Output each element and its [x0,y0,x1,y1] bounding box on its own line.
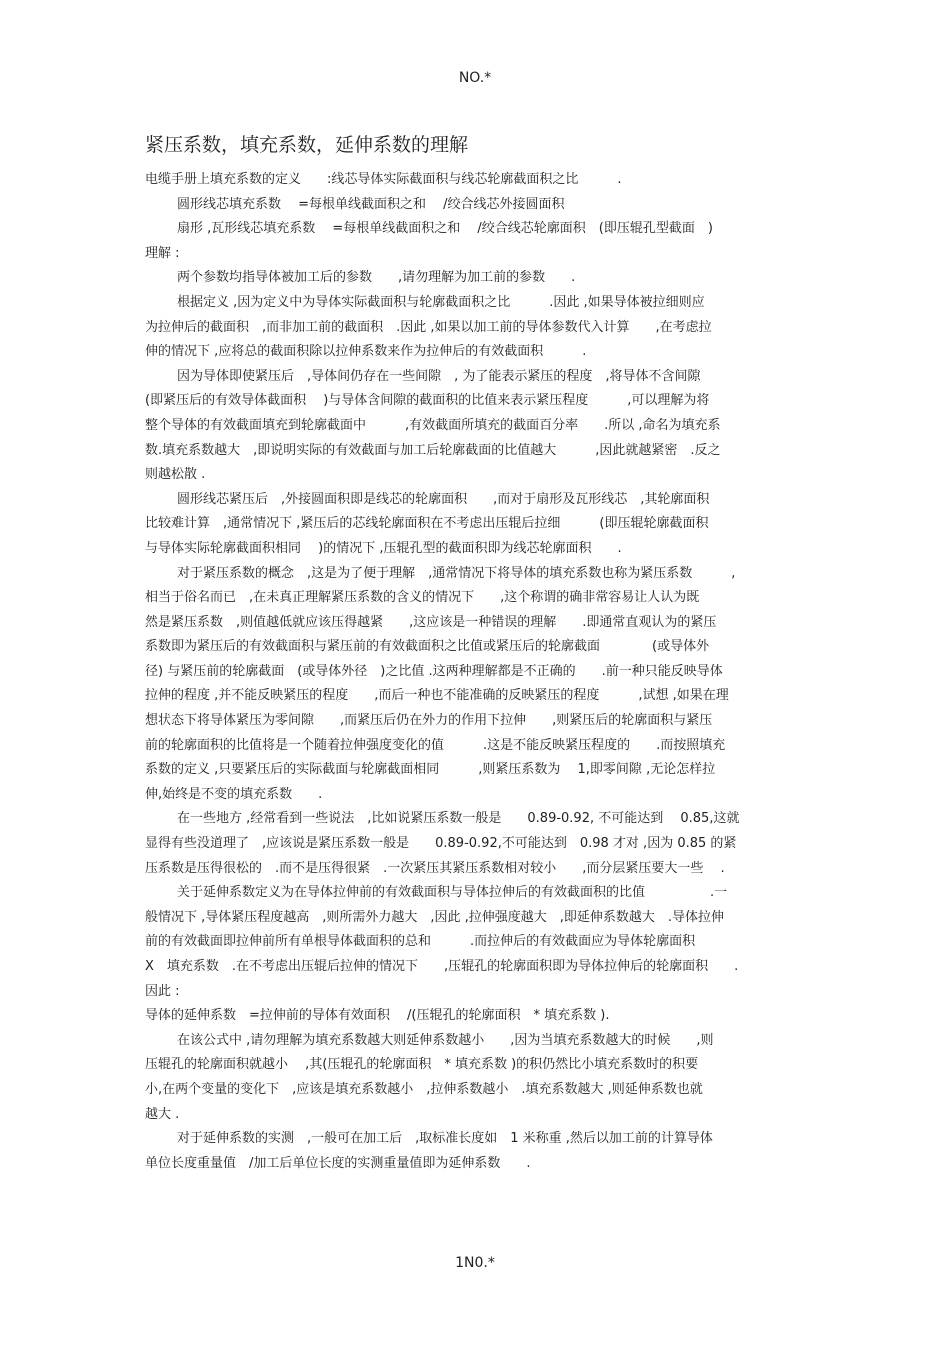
text-line: 电缆手册上填充系数的定义 :线芯导体实际截面积与线芯轮廓截面积之比 . [145,172,622,187]
text-line: 导体的延伸系数 =拉伸前的导体有效面积 /(压辊孔的轮廓面积 * 填充系数 ). [145,1008,610,1024]
text-line: 因为导体即使紧压后 ,导体间仍存在一些间隙 , 为了能表示紧压的程度 ,将导体不含间隙 [177,368,701,384]
text-line: 对于延伸系数的实测 ,一般可在加工后 ,取标准长度如 1 米称重 ,然后以加工前的计算导体 [177,1131,713,1147]
text-line: 数.填充系数越大 ,即说明实际的有效截面与加工后轮廓截面的比值越大 ,因此就越紧密 .反之 [145,442,721,458]
text-line: 前的有效截面即拉伸前所有单根导体截面积的总和 .而拉伸后的有效截面应为导体轮廓面积 [145,934,696,950]
text-line: 相当于俗名而已 ,在未真正理解紧压系数的含义的情况下 ,这个称谓的确非常容易让人认为既 [145,590,700,606]
text-line: 前的轮廓面积的比值将是一个随着拉伸强度变化的值 .这是不能反映紧压程度的 .而按照填充 [145,737,726,753]
document-title: 紧压系数，填充系数，延伸系数的理解 [145,134,469,156]
text-line: 径) 与紧压前的轮廓截面 (或导体外径 )之比值 .这两种理解都是不正确的 .前一种只能反映导体 [145,663,723,679]
text-line: 系数即为紧压后的有效截面积与紧压前的有效截面积之比值或紧压后的轮廓截面 (或导体外 [145,639,710,655]
text-line: X 填充系数 .在不考虑出压辊后拉伸的情况下 ,压辊孔的轮廓面积即为导体拉伸后的轮廓面积 . [145,959,739,974]
text-line: 则越松散 . [145,467,206,483]
text-line: 拉伸的程度 ,并不能反映紧压的程度 ,而后一种也不能准确的反映紧压的程度 ,试想 ,如果在理 [145,688,729,704]
page-header-number: NO.* [458,70,492,86]
text-line: 整个导体的有效截面填充到轮廓截面中 ,有效截面所填充的截面百分率 .所以 ,命名为填充系 [145,417,721,433]
text-line: 伸的情况下 ,应将总的截面积除以拉伸系数来作为拉伸后的有效截面积 . [145,344,587,360]
text-line: 伸,始终是不变的填充系数 . [145,786,323,802]
text-line: 理解 : [145,245,180,261]
text-line: 然是紧压系数 ,则值越低就应该压得越紧 ,这应该是一种错误的理解 .即通常直观认为的紧压 [145,614,717,630]
text-line: 系数的定义 ,只要紧压后的实际截面与轮廓截面相同 ,则紧压系数为 1,即零间隙 ,无论怎样拉 [145,762,716,778]
text-line: 在一些地方 ,经常看到一些说法 ,比如说紧压系数一般是 0.89-0.92, 不可能达到 0.85,这就 [177,811,740,827]
text-line: (即紧压后的有效导体截面积 )与导体含间隙的截面积的比值来表示紧压程度 ,可以理解为将 [145,393,710,409]
text-line: 扇形 ,瓦形线芯填充系数 =每根单线截面积之和 /绞合线芯轮廓面积 (即压辊孔型截面 ) [177,221,713,237]
text-line: 对于紧压系数的概念 ,这是为了便于理解 ,通常情况下将导体的填充系数也称为紧压系数 , [177,565,736,581]
text-line: 小,在两个变量的变化下 ,应该是填充系数越小 ,拉伸系数越小 .填充系数越大 ,则延伸系数也就 [145,1081,703,1097]
text-line: 两个参数均指导体被加工后的参数 ,请勿理解为加工前的参数 . [177,270,576,286]
text-line: 圆形线芯紧压后 ,外接圆面积即是线芯的轮廓面积 ,而对于扇形及瓦形线芯 ,其轮廓面积 [177,491,710,507]
text-line: 为拉伸后的截面积 ,而非加工前的截面积 .因此 ,如果以加工前的导体参数代入计算 ,在考虑拉 [145,319,712,335]
text-line: 根据定义 ,因为定义中为导体实际截面积与轮廓截面积之比 .因此 ,如果导体被拉细则应 [177,294,705,310]
document-body [145,168,810,1176]
text-line: 比较难计算 ,通常情况下 ,紧压后的芯线轮廓面积在不考虑出压辊后拉细 (即压辊轮廓截面积 [145,516,709,532]
text-line: 般情况下 ,导体紧压程度越高 ,则所需外力越大 ,因此 ,拉伸强度越大 ,即延伸系数越大 .导体拉伸 [145,909,725,925]
text-line: 压系数是压得很松的 .而不是压得很紧 .一次紧压其紧压系数相对较小 ,而分层紧压要大一些 . [145,860,725,876]
text-line: 因此 : [145,983,180,999]
text-line: 在该公式中 ,请勿理解为填充系数越大则延伸系数越小 ,因为当填充系数越大的时候 ,则 [177,1032,714,1048]
text-line: 想状态下将导体紧压为零间隙 ,而紧压后仍在外力的作用下拉伸 ,则紧压后的轮廓面积与紧压 [145,713,713,729]
text-line: 显得有些没道理了 ,应该说是紧压系数一般是 0.89-0.92,不可能达到 0.98 才对 ,因为 0.85 的紧 [145,836,737,852]
text-line: 越大 . [145,1106,180,1122]
text-line: 压辊孔的轮廓面积就越小 ,其(压辊孔的轮廓面积 * 填充系数 )的积仍然比小填充系数时的积要 [145,1057,699,1073]
text-line: 单位长度重量值 /加工后单位长度的实测重量值即为延伸系数 . [145,1155,531,1171]
text-line: 与导体实际轮廓截面积相同 )的情况下 ,压辊孔型的截面积即为线芯轮廓面积 . [145,540,622,556]
text-line: 关于延伸系数定义为在导体拉伸前的有效截面积与导体拉伸后的有效截面积的比值 .一 [177,885,728,901]
text-line: 圆形线芯填充系数 =每根单线截面积之和 /绞合线芯外接圆面积 [177,196,565,212]
page-footer-number: 1N0.* [455,1255,495,1271]
